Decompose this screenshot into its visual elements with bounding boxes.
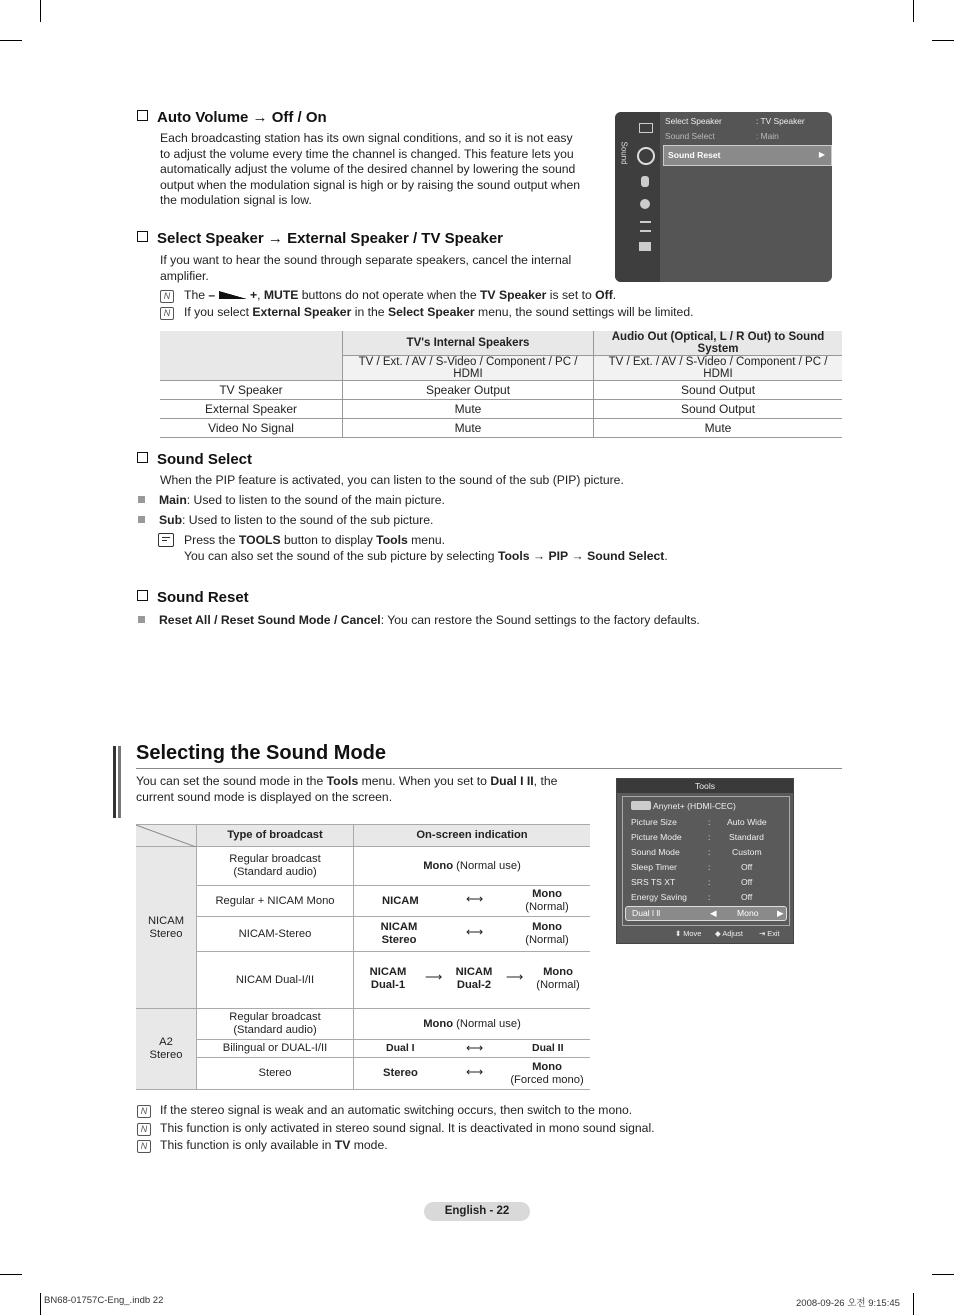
text: : xyxy=(708,862,711,872)
text: + xyxy=(246,288,258,302)
menu-side-label: Sound xyxy=(619,141,629,165)
table-row xyxy=(136,886,590,917)
sound-select-title: Sound Select xyxy=(157,451,253,468)
input-icon xyxy=(640,221,651,232)
tools-footer-exit xyxy=(759,929,780,938)
text: menu, the sound settings will be limited. xyxy=(474,305,694,319)
text: buttons do not operate when the xyxy=(298,288,480,302)
table-cell: Mute xyxy=(594,419,843,438)
adjust-icon: ◆ xyxy=(715,929,721,938)
table-subheader-cell: TV / Ext. / AV / S-Video / Component / PC / HDMI xyxy=(343,356,594,381)
swap-arrow-icon: ⟷ xyxy=(466,1041,484,1055)
table-cell: Mute xyxy=(343,419,594,438)
tools-item-dual-selected[interactable] xyxy=(625,906,787,921)
table-cell: NICAM Dual-I/II xyxy=(197,952,354,1009)
speaker-output-table xyxy=(160,331,842,438)
sound-menu-screenshot xyxy=(615,112,832,282)
section-bar xyxy=(118,746,121,818)
text: Mono xyxy=(532,888,562,900)
menu-sidebar xyxy=(615,112,660,282)
text: (Normal use) xyxy=(453,859,521,872)
crop-mark xyxy=(932,40,954,41)
text: Press the xyxy=(184,533,239,547)
text: , the current sound mode is displayed on the screen. xyxy=(136,774,558,804)
text: menu. When you set to xyxy=(358,774,491,788)
text: . xyxy=(664,549,668,563)
select-speaker-title: Select Speaker → External Speaker / TV Speaker xyxy=(157,230,504,247)
text: Energy Saving xyxy=(631,892,687,902)
diagonal-line xyxy=(136,825,196,847)
anynet-logo-icon xyxy=(631,801,651,810)
text: (Forced mono) xyxy=(510,1074,584,1086)
table-subheader-cell: TV / Ext. / AV / S-Video / Component / PC / HDMI xyxy=(594,356,843,381)
footnote-1: If the stereo signal is weak and an automatic switching occurs, then switch to the mono. xyxy=(160,1103,633,1117)
crop-mark xyxy=(40,0,41,22)
text: Auto Wide xyxy=(727,817,767,827)
text: NICAM Dual-2 xyxy=(455,966,493,991)
note-icon: N xyxy=(137,1123,151,1136)
text: is set to xyxy=(546,288,596,302)
footnote-3 xyxy=(160,1137,388,1153)
text: Tools xyxy=(376,533,408,547)
speaker-note-2 xyxy=(184,304,693,320)
move-icon: ⬍ xyxy=(675,929,682,938)
text: Dual I II xyxy=(490,774,534,788)
text: , xyxy=(257,288,264,302)
table-cell xyxy=(354,952,591,1009)
page-number-badge: English - 22 xyxy=(424,1202,530,1221)
text: Mono xyxy=(543,966,573,978)
sound-select-body: When the PIP feature is activated, you can listen to the sound of the sub (PIP) picture. xyxy=(160,473,624,487)
table-row xyxy=(160,400,842,419)
text: Move xyxy=(683,929,702,938)
text xyxy=(514,888,580,914)
select-speaker-heading xyxy=(137,230,503,247)
text xyxy=(506,1061,588,1087)
text: Mono xyxy=(423,1017,454,1030)
text: Exit xyxy=(767,929,780,938)
table-cell xyxy=(354,847,591,886)
sound-select-heading xyxy=(137,451,252,468)
text: : xyxy=(708,877,711,887)
table-row xyxy=(136,917,590,952)
auto-volume-heading xyxy=(137,109,327,126)
table-cell xyxy=(354,917,591,952)
bullet-icon xyxy=(138,496,145,503)
tools-menu-screenshot xyxy=(616,778,794,944)
text: Sound Select xyxy=(587,549,665,563)
arrow-right-icon[interactable]: ▶ xyxy=(777,908,784,918)
text: Off xyxy=(741,877,753,887)
text xyxy=(514,921,580,947)
text: Adjust xyxy=(722,929,743,938)
tools-item-anynet[interactable] xyxy=(631,799,736,813)
tools-note-2 xyxy=(184,548,668,564)
text xyxy=(528,966,588,992)
table-cell: Video No Signal xyxy=(160,419,343,438)
text: Select Speaker xyxy=(387,305,475,319)
text: → xyxy=(568,549,588,563)
table-corner xyxy=(136,825,197,847)
text: Dual I xyxy=(386,1042,415,1054)
crop-mark xyxy=(913,1293,914,1315)
menu-row-label: Sound Reset xyxy=(668,150,721,160)
volume-ramp-icon xyxy=(219,291,247,299)
text: Mono xyxy=(737,908,759,918)
text: Mono xyxy=(532,1061,562,1073)
table-row xyxy=(136,952,590,1009)
text: NICAM xyxy=(382,895,419,907)
text: NICAM Stereo xyxy=(380,921,418,946)
text: Picture Size xyxy=(631,817,677,827)
text: Stereo xyxy=(383,1067,418,1079)
text: Sleep Timer xyxy=(631,862,677,872)
sound-mode-title: Selecting the Sound Mode xyxy=(136,742,387,764)
tools-item-energy-saving[interactable] xyxy=(631,890,781,904)
table-header-cell: On-screen indication xyxy=(354,825,591,847)
table-header-row xyxy=(160,331,842,356)
tools-item-picture-mode[interactable] xyxy=(631,830,781,844)
text: External Speaker xyxy=(252,305,352,319)
text: Off xyxy=(595,288,613,302)
table-cell xyxy=(354,1009,591,1040)
table-row xyxy=(160,381,842,400)
tools-item-srs[interactable] xyxy=(631,875,781,889)
table-header-cell: Type of broadcast xyxy=(197,825,354,847)
arrow-right-icon: ⟶ xyxy=(506,970,524,984)
text: If you select xyxy=(184,305,253,319)
text: (Normal) xyxy=(536,979,580,991)
table-header-cell: TV's Internal Speakers xyxy=(343,331,594,356)
text: : Used to listen to the sound of the sub picture. xyxy=(182,513,434,527)
text: (Normal) xyxy=(525,901,569,913)
table-row xyxy=(160,419,842,438)
text: : Used to listen to the sound of the main picture. xyxy=(186,493,445,507)
tools-footer-adjust xyxy=(715,929,743,938)
menu-row-sound-reset[interactable] xyxy=(663,145,832,166)
text: Main xyxy=(159,493,187,507)
text: SRS TS XT xyxy=(631,877,676,887)
note-icon: N xyxy=(160,290,174,303)
text: Anynet+ (HDMI-CEC) xyxy=(653,801,736,811)
section-bar xyxy=(113,746,116,818)
print-footer-right: 2008-09-26 오전 9:15:45 xyxy=(796,1298,900,1309)
text: This function is only available in xyxy=(160,1138,335,1152)
text: Dual II xyxy=(532,1042,564,1054)
text: button to display xyxy=(280,533,377,547)
crop-mark xyxy=(932,1274,954,1275)
table-cell: External Speaker xyxy=(160,400,343,419)
text: The xyxy=(184,288,209,302)
menu-row-value: : TV Speaker xyxy=(756,116,805,126)
swap-arrow-icon: ⟷ xyxy=(466,892,484,906)
table-row xyxy=(136,847,590,886)
table-cell xyxy=(354,1058,591,1090)
text: PIP xyxy=(548,549,569,563)
channel-icon xyxy=(641,176,649,187)
auto-volume-body: Each broadcasting station has its own signal conditions, and so it is not easy to adjust the volume every time the channel is changed. This feature lets you automatically adjust the volume of the desired channel by lowering the sound output when the modulation signal is high or by raising the sound output when the modulation signal is low. xyxy=(160,131,581,207)
table-row xyxy=(136,1040,590,1058)
text: : You can restore the Sound settings to the factory defaults. xyxy=(380,613,700,627)
text: Off xyxy=(741,862,753,872)
text: in the xyxy=(351,305,388,319)
table-cell: Regular + NICAM Mono xyxy=(197,886,354,917)
sound-reset-heading xyxy=(137,589,249,606)
text: → xyxy=(529,549,549,563)
menu-row-value: : Main xyxy=(756,131,779,141)
arrow-right-icon: ▶ xyxy=(818,150,825,159)
crop-mark xyxy=(0,1274,22,1275)
table-cell: Regular broadcast (Standard audio) xyxy=(197,1009,354,1040)
text: mode. xyxy=(350,1138,388,1152)
menu-row-select-speaker[interactable] xyxy=(665,116,722,126)
title-underline xyxy=(136,768,842,769)
text: Sub xyxy=(159,513,183,527)
menu-row-label: Sound Select xyxy=(665,131,715,141)
setup-icon xyxy=(640,199,650,209)
tools-icon xyxy=(158,533,174,547)
table-cell xyxy=(354,1040,591,1058)
sound-reset-title: Sound Reset xyxy=(157,589,249,606)
table-corner xyxy=(160,331,343,381)
text: Mono xyxy=(532,921,562,933)
tools-footer-move xyxy=(675,929,701,938)
text: Picture Mode xyxy=(631,832,682,842)
sound-icon xyxy=(637,147,655,165)
table-cell: TV Speaker xyxy=(160,381,343,400)
print-footer-left: BN68-01757C-Eng_.indb 22 xyxy=(44,1295,164,1306)
text: : xyxy=(708,817,711,827)
swap-arrow-icon: ⟷ xyxy=(466,1065,484,1079)
bullet-icon xyxy=(138,516,145,523)
note-icon: N xyxy=(137,1105,151,1118)
swap-arrow-icon: ⟷ xyxy=(466,925,484,939)
text: – xyxy=(208,288,219,302)
text: You can set the sound mode in the xyxy=(136,774,327,788)
crop-mark xyxy=(0,40,22,41)
note-icon: N xyxy=(137,1140,151,1153)
text: Dual l ll xyxy=(632,908,661,918)
text: Sound Mode xyxy=(631,847,680,857)
sound-select-main xyxy=(138,492,445,508)
text: : xyxy=(708,832,711,842)
text: TOOLS xyxy=(238,533,281,547)
table-header-cell: Audio Out (Optical, L / R Out) to Sound System xyxy=(594,331,843,356)
menu-row-sound-select[interactable] xyxy=(665,131,715,141)
note-icon: N xyxy=(160,307,174,320)
table-cell: Mute xyxy=(343,400,594,419)
text: Tools xyxy=(326,774,359,788)
table-cell: Sound Output xyxy=(594,381,843,400)
text: Tools xyxy=(497,549,530,563)
text: Mono xyxy=(423,859,454,872)
application-icon xyxy=(639,242,651,251)
text: MUTE xyxy=(263,288,299,302)
tools-note-1 xyxy=(184,532,445,548)
sound-mode-intro xyxy=(136,774,576,805)
picture-icon xyxy=(639,123,653,133)
sound-select-sub xyxy=(138,512,433,528)
tools-item-sound-mode[interactable] xyxy=(631,845,781,859)
text: menu. xyxy=(407,533,446,547)
text: You can also set the sound of the sub picture by selecting xyxy=(184,549,498,563)
sound-reset-item xyxy=(138,612,700,628)
group-label-a2: A2 Stereo xyxy=(136,1009,197,1090)
group-label-nicam: NICAM Stereo xyxy=(136,847,197,1009)
table-cell: Sound Output xyxy=(594,400,843,419)
text: : xyxy=(708,892,711,902)
speaker-note-1 xyxy=(184,287,616,303)
text: . xyxy=(612,288,617,302)
broadcast-table xyxy=(136,824,590,1090)
table-cell: Bilingual or DUAL-I/II xyxy=(197,1040,354,1058)
footnote-2: This function is only activated in stereo sound signal. It is deactivated in mono sound signal. xyxy=(160,1121,655,1135)
menu-row-label: Select Speaker xyxy=(665,116,722,126)
checkbox-icon xyxy=(137,110,148,121)
auto-volume-title: Auto Volume → Off / On xyxy=(157,109,327,126)
crop-mark xyxy=(913,0,914,22)
bullet-icon xyxy=(138,616,145,623)
tools-item-picture-size[interactable] xyxy=(631,815,781,829)
table-row xyxy=(136,1058,590,1090)
text: TV Speaker xyxy=(479,288,547,302)
table-cell: Stereo xyxy=(197,1058,354,1090)
tools-item-sleep-timer[interactable] xyxy=(631,860,781,874)
text: Custom xyxy=(732,847,762,857)
table-header-row xyxy=(136,825,590,847)
text: Reset All / Reset Sound Mode / Cancel xyxy=(159,613,381,627)
arrow-right-icon: ⟶ xyxy=(425,970,443,984)
text: (Normal) xyxy=(525,934,569,946)
arrow-left-icon[interactable]: ◀ xyxy=(710,908,717,918)
text: (Normal use) xyxy=(453,1017,521,1030)
table-row xyxy=(136,1009,590,1040)
checkbox-icon xyxy=(137,231,148,242)
table-cell: Speaker Output xyxy=(343,381,594,400)
text: Standard xyxy=(729,832,764,842)
text: : xyxy=(708,847,711,857)
checkbox-icon xyxy=(137,452,148,463)
table-cell: Regular broadcast (Standard audio) xyxy=(197,847,354,886)
table-cell: NICAM-Stereo xyxy=(197,917,354,952)
exit-icon: ⇥ xyxy=(759,929,766,938)
tools-menu-title: Tools xyxy=(617,779,793,793)
crop-mark xyxy=(40,1293,41,1315)
text: TV xyxy=(334,1138,351,1152)
text: Off xyxy=(741,892,753,902)
checkbox-icon xyxy=(137,590,148,601)
table-cell xyxy=(354,886,591,917)
select-speaker-body: If you want to hear the sound through separate speakers, cancel the internal amplifier. xyxy=(160,253,572,283)
text: NICAM Dual-1 xyxy=(369,966,407,991)
